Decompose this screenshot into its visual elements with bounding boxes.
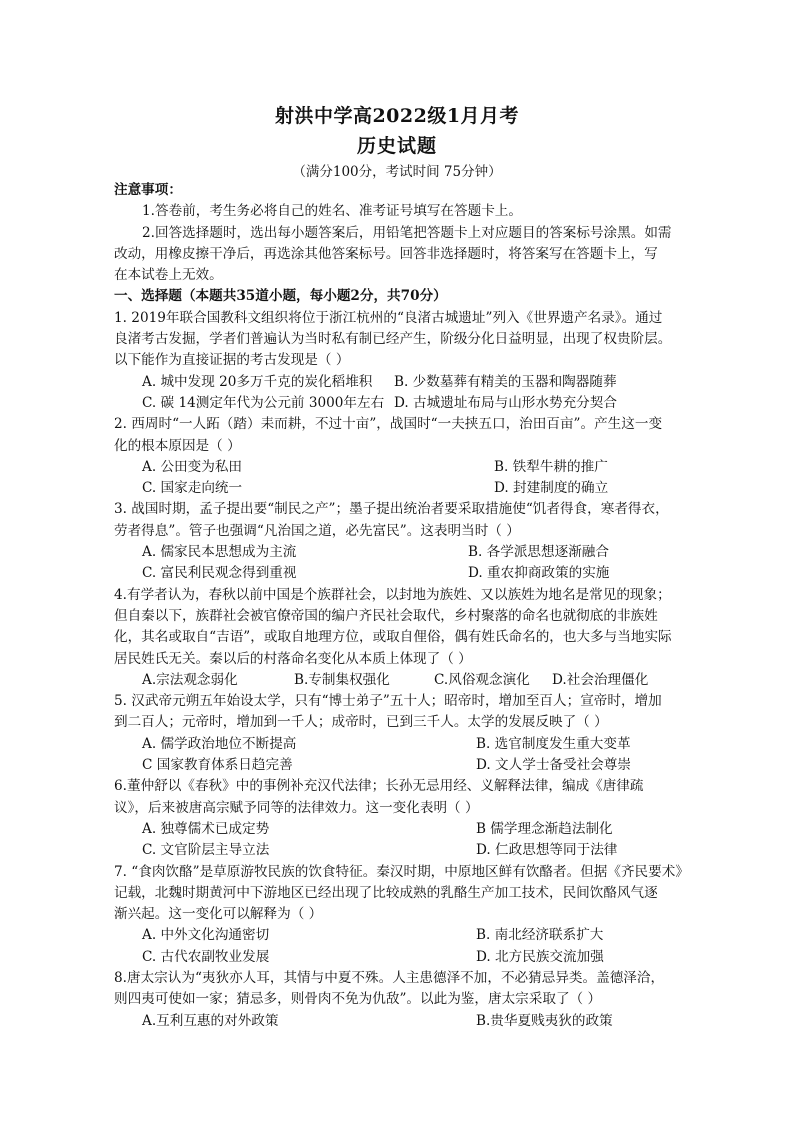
question-6 (114, 776, 680, 861)
option-b: B. 铁犁牛耕的推广 (494, 458, 608, 475)
option-row (114, 734, 680, 755)
option-row (114, 542, 680, 563)
question-text: 到二百人；元帝时，增加到一千人；成帝时，已到三千人。太学的发展反映了（ ） (114, 714, 608, 731)
option-c: C. 碳 14测定年代为公元前 3000年左右 (142, 394, 385, 411)
option-a: A. 儒学政治地位不断提高 (142, 735, 297, 752)
question-text: 6.董仲舒以《春秋》中的事例补充汉代法律；长孙无忌用经、义解释法律，编成《唐律疏 (114, 778, 644, 795)
question-text: 居民姓氏无关。秦以后的村落命名变化从本质上体现了（ ） (114, 650, 472, 667)
notice-item: 2.回答选择题时，选出每小题答案后，用铅笔把答题卡上对应题目的答案标号涂黑。如需 (142, 224, 672, 241)
question-8 (114, 968, 680, 1032)
question-5 (114, 691, 680, 776)
option-d: D.社会治理僵化 (552, 671, 649, 688)
question-text: 7. “食肉饮酪”是草原游牧民族的饮食特征。秦汉时期，中原地区鲜有饮酪者。但据《齐民要术》 (114, 863, 689, 880)
question-text: 以下能作为直接证据的考古发现是（ ） (114, 352, 350, 369)
option-c: C. 文官阶层主导立法 (142, 842, 270, 859)
question-text: 1. 2019年联合国教科文组织将位于浙江杭州的“良渚古城遗址”列入《世界遗产名录》。通过 (114, 309, 663, 326)
option-c: C. 古代农副牧业发展 (142, 948, 270, 965)
notice-heading: 注意事项： (114, 182, 182, 198)
question-text: 5. 汉武帝元朔五年始设太学，只有“博士弟子”五十人；昭帝时，增加至百人；宣帝时，增加 (114, 693, 662, 710)
question-text: 8.唐太宗认为“夷狄亦人耳，其情与中夏不殊。人主患德泽不加，不必猜忌异类。盖德泽洽， (114, 969, 665, 986)
option-a: A. 公田变为私田 (142, 458, 243, 475)
question-text: 记载，北魏时期黄河中下游地区已经出现了比较成熟的乳酪生产加工技术，民间饮酪风气逐 (114, 884, 658, 901)
exam-body (114, 180, 689, 1032)
option-b: B 儒学理念渐趋法制化 (476, 820, 613, 837)
question-3 (114, 499, 680, 584)
option-a: A. 中外文化沟通密切 (142, 927, 270, 944)
option-row (114, 670, 680, 691)
notice-item: 改动，用橡皮擦干净后，再选涂其他答案标号。回答非选择题时，将答案写在答题卡上，写 (114, 245, 658, 262)
question-text: 4.有学者认为，春秋以前中国是个族群社会，以封地为族姓、又以族姓为地名是常见的现象； (114, 586, 671, 603)
question-text: 但自秦以下，族群社会被官僚帝国的编户齐民社会取代，乡村聚落的命名也就彻底的非族姓 (114, 607, 658, 624)
option-c: C. 富民利民观念得到重视 (142, 565, 297, 582)
question-1 (114, 308, 680, 414)
option-row (114, 840, 680, 861)
option-row (114, 372, 680, 393)
question-2 (114, 414, 680, 499)
option-row (114, 755, 680, 776)
option-c: C. 国家走向统一 (142, 480, 243, 497)
option-b: B.专制集权强化 (294, 671, 390, 688)
question-text: 良渚考古发掘，学者们普遍认为当时私有制已经产生，阶级分化日益明显，出现了权贵阶层。 (114, 331, 672, 348)
option-b: B. 选官制度发生重大变革 (476, 735, 631, 752)
notice-item: 1.答卷前，考生务必将自己的姓名、准考证号填写在答题卡上。 (142, 203, 522, 220)
option-a: A. 城中发现 20多万千克的炭化稻堆积 (142, 373, 373, 390)
exam-info: （满分100分，考试时间 75分钟） (292, 164, 502, 180)
option-c: C 国家教育体系日趋完善 (142, 757, 293, 774)
option-b: B.贵华夏贱夷狄的政策 (476, 1012, 613, 1029)
option-b: B. 各学派思想逐渐融合 (468, 544, 609, 561)
option-row (114, 1011, 680, 1032)
question-text: 渐兴起。这一变化可以解释为（ ） (114, 906, 323, 923)
subject-title: 历史试题 (356, 135, 437, 157)
option-row (114, 819, 680, 840)
question-text: 化的根本原因是（ ） (114, 437, 241, 454)
option-a: A.互利互惠的对外政策 (142, 1012, 279, 1029)
notice-item: 在本试卷上无效。 (114, 267, 223, 284)
option-a: A.宗法观念弱化 (142, 671, 238, 688)
option-d: D. 封建制度的确立 (494, 480, 609, 497)
option-row (114, 478, 680, 499)
option-row (114, 947, 680, 968)
question-text: 3. 战国时期，孟子提出要“制民之产”；墨子提出统治者要采取措施使“饥者得食，寒者得衣， (114, 501, 669, 518)
question-text: 则四夷可使如一家；猜忌多，则骨肉不免为仇敌”。以此为鉴，唐太宗采取了（ ） (114, 991, 602, 1008)
option-row (114, 457, 680, 478)
option-b: B. 少数墓葬有精美的玉器和陶器随葬 (394, 373, 617, 390)
question-text: 2. 西周时“一人跖（踏）耒而耕，不过十亩”，战国时“一夫挟五口，治田百亩”。产生这一变 (114, 416, 663, 433)
option-d: D. 重农抑商政策的实施 (468, 565, 610, 582)
question-7 (114, 862, 689, 968)
option-c: C.风俗观念演化 (434, 671, 530, 688)
option-row (114, 393, 680, 414)
option-d: D. 文人学士备受社会尊崇 (476, 757, 631, 774)
option-a: A. 儒家民本思想成为主流 (142, 544, 297, 561)
option-d: D. 古城遗址布局与山形水势充分契合 (394, 394, 617, 411)
option-row (114, 563, 680, 584)
option-d: D. 仁政思想等同于法律 (476, 842, 618, 859)
option-d: D. 北方民族交流加强 (476, 948, 604, 965)
section-heading: 一、选择题（本题共35道小题，每小题2分，共70分） (114, 288, 447, 305)
school-title: 射洪中学高2022级1月月考 (274, 105, 520, 127)
option-row (114, 925, 680, 946)
question-text: 化，其名或取自“吉语”，或取自地理方位，或取自俚俗，偶有姓氏命名的，也大多与当地实际 (114, 629, 672, 646)
question-text: 议》，后来被唐高宗赋予同等的法律效力。这一变化表明（ ） (114, 799, 479, 816)
question-4 (114, 585, 680, 691)
question-text: 劳者得息”。管子也强调“凡治国之道，必先富民”。这表明当时（ ） (114, 522, 520, 539)
option-a: A. 独尊儒术已成定势 (142, 820, 270, 837)
option-b: B. 南北经济联系扩大 (476, 927, 604, 944)
